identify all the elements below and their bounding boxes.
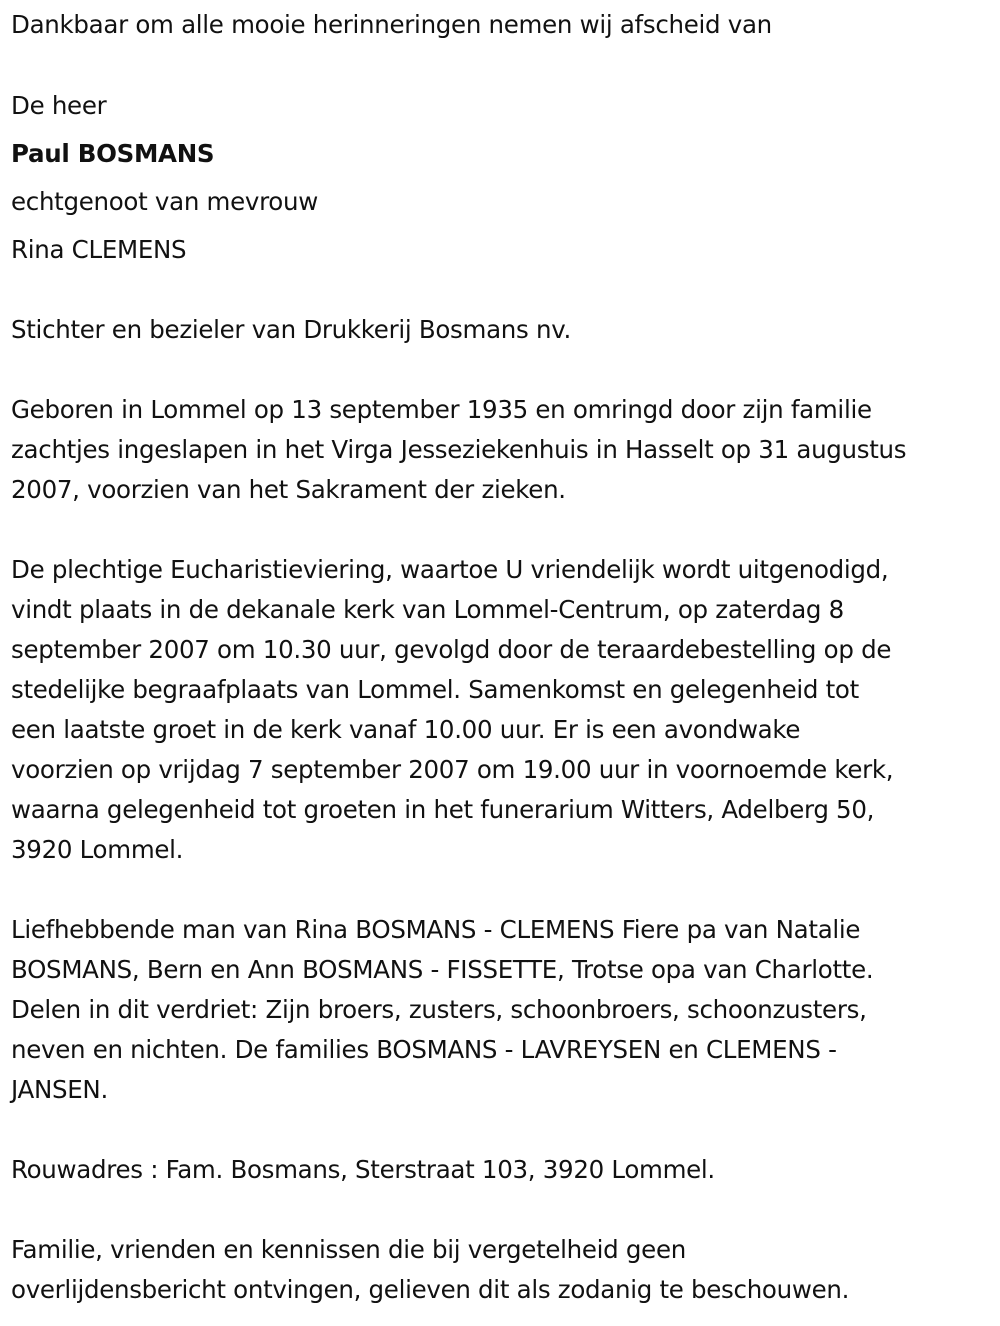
paragraph-line: neven en nichten. De families BOSMANS - LAVREYSEN en CLEMENS - [11, 1035, 837, 1064]
closing-paragraph [11, 1230, 996, 1310]
occupation-text: Stichter en bezieler van Drukkerij Bosmans nv. [11, 315, 571, 344]
birth-death-paragraph [11, 390, 996, 510]
spouse-name: Rina CLEMENS [11, 235, 187, 264]
paragraph-line: BOSMANS, Bern en Ann BOSMANS - FISSETTE, Trotse opa van Charlotte. [11, 955, 874, 984]
family-paragraph [11, 910, 996, 1110]
paragraph-line: 3920 Lommel. [11, 835, 184, 864]
paragraph-line: Liefhebbende man van Rina BOSMANS - CLEMENS Fiere pa van Natalie [11, 915, 861, 944]
spouse-label: echtgenoot van mevrouw [11, 187, 318, 216]
deceased-name: Paul BOSMANS [11, 139, 215, 168]
paragraph-line: Familie, vrienden en kennissen die bij vergetelheid geen [11, 1235, 686, 1264]
paragraph-line: 2007, voorzien van het Sakrament der zieken. [11, 475, 566, 504]
title-text: De heer [11, 91, 107, 120]
ceremony-paragraph [11, 550, 996, 870]
paragraph-line: een laatste groet in de kerk vanaf 10.00 uur. Er is een avondwake [11, 715, 801, 744]
paragraph-line: september 2007 om 10.30 uur, gevolgd door de teraardebestelling op de [11, 635, 892, 664]
paragraph-line: stedelijke begraafplaats van Lommel. Samenkomst en gelegenheid tot [11, 675, 859, 704]
paragraph-line: vindt plaats in de dekanale kerk van Lommel-Centrum, op zaterdag 8 [11, 595, 844, 624]
paragraph-line: Delen in dit verdriet: Zijn broers, zusters, schoonbroers, schoonzusters, [11, 995, 867, 1024]
mourning-address: Rouwadres : Fam. Bosmans, Sterstraat 103, 3920 Lommel. [11, 1155, 715, 1184]
paragraph-line: Geboren in Lommel op 13 september 1935 en omringd door zijn familie [11, 395, 872, 424]
paragraph-line: waarna gelegenheid tot groeten in het funerarium Witters, Adelberg 50, [11, 795, 875, 824]
paragraph-line: overlijdensbericht ontvingen, gelieven dit als zodanig te beschouwen. [11, 1275, 850, 1304]
paragraph-line: De plechtige Eucharistieviering, waartoe U vriendelijk wordt uitgenodigd, [11, 555, 889, 584]
paragraph-line: zachtjes ingeslapen in het Virga Jesseziekenhuis in Hasselt op 31 augustus [11, 435, 907, 464]
paragraph-line: voorzien op vrijdag 7 september 2007 om 19.00 uur in voornoemde kerk, [11, 755, 894, 784]
intro-text: Dankbaar om alle mooie herinneringen nemen wij afscheid van [11, 10, 772, 39]
paragraph-line: JANSEN. [11, 1075, 108, 1104]
